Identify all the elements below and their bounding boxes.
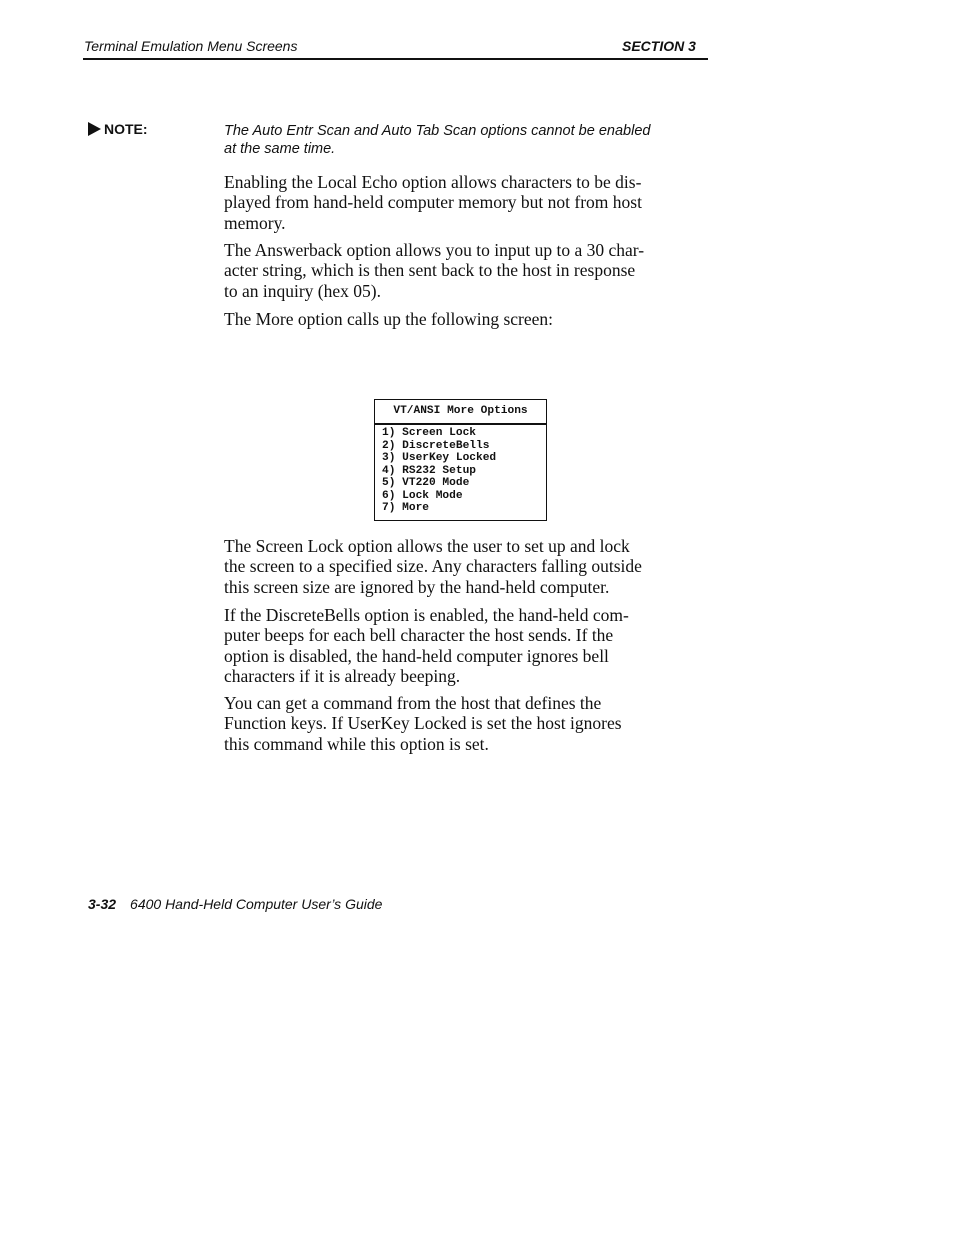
- menu-item-rs232-setup: 4) RS232 Setup: [382, 464, 476, 477]
- text-line: characters if it is already beeping.: [224, 665, 461, 686]
- running-footer: [88, 896, 382, 912]
- menu-item-lock-mode: 6) Lock Mode: [382, 489, 463, 502]
- text-line: The Answerback option allows you to input up to a 30 char-: [224, 240, 645, 260]
- text-line: The Screen Lock option allows the user to set up and lock: [224, 536, 630, 556]
- paragraph-screen-lock: [224, 536, 714, 597]
- text-line: If the DiscreteBells option is enabled, the hand-held com-: [224, 605, 629, 625]
- paragraph-local-echo: [224, 172, 714, 233]
- text-line: option is disabled, the hand-held computer ignores bell: [224, 645, 609, 666]
- text-line: memory.: [224, 212, 286, 233]
- running-header-section: SECTION 3: [622, 38, 696, 54]
- paragraph-more-option: [224, 309, 714, 329]
- paragraph-userkey-locked: [224, 693, 714, 754]
- screen-title: VT/ANSI More Options: [375, 400, 546, 425]
- paragraph-discrete-bells: [224, 605, 714, 686]
- page-number: 3-32: [88, 896, 117, 912]
- menu-item-vt220-mode: 5) VT220 Mode: [382, 477, 470, 489]
- menu-item-screen-lock: 1) Screen Lock: [382, 427, 476, 439]
- note-text: [224, 122, 704, 158]
- footer-title: 6400 Hand-Held Computer User’s Guide: [130, 896, 383, 912]
- screen-menu-list: [375, 425, 546, 515]
- terminal-screen-figure: [374, 399, 547, 521]
- text-line: the screen to a specified size. Any characters falling outside: [224, 556, 642, 577]
- note-line: at the same time.: [224, 141, 336, 157]
- text-line: puter beeps for each bell character the host sends. If the: [224, 625, 614, 646]
- menu-item-discrete-bells: 2) DiscreteBells: [382, 439, 490, 452]
- text-line: Enabling the Local Echo option allows characters to be dis-: [224, 172, 642, 192]
- text-line: to an inquiry (hex 05).: [224, 280, 381, 301]
- note-line: The Auto Entr Scan and Auto Tab Scan options cannot be enabled: [224, 123, 651, 139]
- note-label: [88, 121, 148, 137]
- note-arrow-icon: [88, 122, 101, 136]
- menu-item-more: 7) More: [382, 502, 429, 514]
- header-rule: [83, 58, 708, 60]
- text-line: The More option calls up the following screen:: [224, 309, 554, 329]
- text-line: this command while this option is set.: [224, 733, 489, 754]
- text-line: acter string, which is then sent back to the host in response: [224, 260, 636, 281]
- paragraph-answerback: [224, 240, 714, 301]
- running-header-title: Terminal Emulation Menu Screens: [84, 38, 298, 54]
- menu-item-userkey-locked: 3) UserKey Locked: [382, 452, 497, 464]
- text-line: this screen size are ignored by the hand-held computer.: [224, 576, 610, 597]
- text-line: Function keys. If UserKey Locked is set the host ignores: [224, 713, 622, 734]
- text-line: You can get a command from the host that defines the: [224, 693, 602, 713]
- text-line: played from hand-held computer memory but not from host: [224, 192, 642, 213]
- note-label-text: NOTE:: [104, 121, 148, 137]
